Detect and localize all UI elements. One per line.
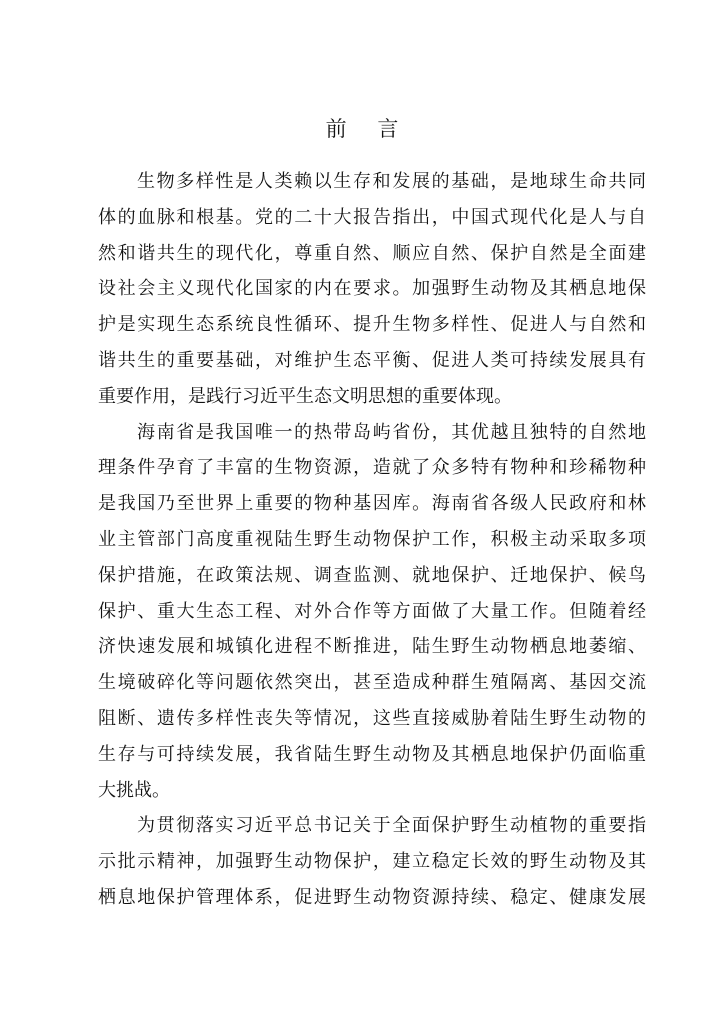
text-line: 为贯彻落实习近平总书记关于全面保护野生动植物的重要指 [137, 815, 646, 837]
paragraph-2 [98, 415, 646, 809]
document-body [98, 164, 646, 916]
text-line: 保护措施，在政策法规、调查监测、就地保护、迁地保护、候鸟 [98, 564, 646, 586]
text-line: 重要作用，是践行习近平生态文明思想的重要体现。 [98, 385, 512, 407]
paragraph-1 [98, 164, 646, 415]
text-line: 生存与可持续发展，我省陆生野生动物及其栖息地保护仍面临重 [98, 743, 646, 765]
text-line: 济快速发展和城镇化进程不断推进，陆生野生动物栖息地萎缩、 [98, 636, 646, 658]
text-line: 大挑战。 [98, 779, 170, 801]
text-line: 海南省是我国唯一的热带岛屿省份，其优越且独特的自然地 [137, 421, 646, 443]
text-line: 生境破碎化等问题依然突出，甚至造成种群生殖隔离、基因交流 [98, 672, 646, 694]
document-title: 前 言 [325, 117, 411, 141]
paragraph-3 [98, 808, 646, 915]
text-line: 是我国乃至世界上重要的物种基因库。海南省各级人民政府和林 [98, 493, 646, 515]
text-line: 生物多样性是人类赖以生存和发展的基础，是地球生命共同 [137, 171, 646, 192]
text-line: 谐共生的重要基础，对维护生态平衡、促进人类可持续发展具有 [98, 349, 646, 371]
text-line: 阻断、遗传多样性丧失等情况，这些直接威胁着陆生野生动物的 [98, 707, 646, 729]
text-line: 护是实现生态系统良性循环、提升生物多样性、促进人与自然和 [98, 314, 646, 336]
text-line: 示批示精神，加强野生动物保护，建立稳定长效的野生动物及其 [98, 851, 646, 873]
text-line: 业主管部门高度重视陆生野生动物保护工作，积极主动采取多项 [98, 528, 646, 550]
text-line: 体的血脉和根基。党的二十大报告指出，中国式现代化是人与自 [98, 206, 646, 228]
text-line: 然和谐共生的现代化，尊重自然、顺应自然、保护自然是全面建 [98, 242, 646, 264]
text-line: 栖息地保护管理体系，促进野生动物资源持续、稳定、健康发展 [98, 886, 646, 908]
text-line: 理条件孕育了丰富的生物资源，造就了众多特有物种和珍稀物种 [98, 457, 646, 479]
text-line: 设社会主义现代化国家的内在要求。加强野生动物及其栖息地保 [98, 278, 646, 300]
text-line: 保护、重大生态工程、对外合作等方面做了大量工作。但随着经 [98, 600, 646, 622]
